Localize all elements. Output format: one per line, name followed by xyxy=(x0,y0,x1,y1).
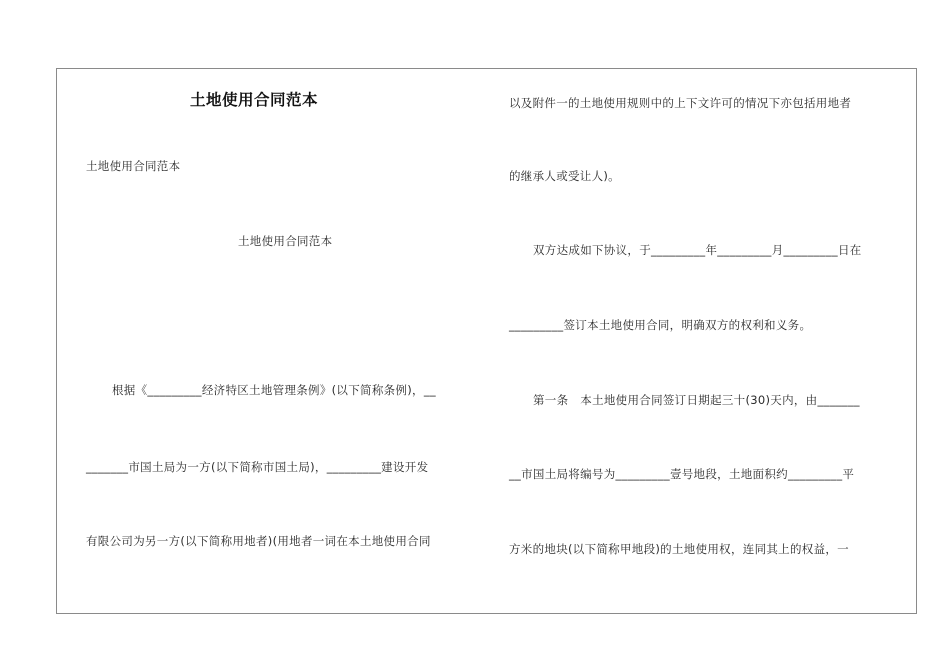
left-subtitle: 土地使用合同范本 xyxy=(86,159,181,173)
left-paragraph-line-3: 有限公司为另一方(以下简称用地者)(用地者一词在本土地使用合同 xyxy=(86,534,431,548)
document-page xyxy=(56,68,917,614)
document-title: 土地使用合同范本 xyxy=(190,91,319,109)
article-one-line-2: __市国土局将编号为_________壹号地段，土地面积约_________平 xyxy=(509,467,855,481)
left-paragraph-line-2: _______市国土局为一方(以下简称市国土局)，_________建设开发 xyxy=(86,460,429,474)
right-agreement-line-2: _________签订本土地使用合同，明确双方的权利和义务。 xyxy=(509,318,812,332)
right-agreement-line-1: 双方达成如下协议，于_________年_________月_________日在 xyxy=(533,243,862,257)
left-paragraph-line-1: 根据《_________经济特区土地管理条例》(以下简称条例)，__ xyxy=(112,383,436,397)
left-centered-heading: 土地使用合同范本 xyxy=(238,234,333,248)
article-one-line-3: 方米的地块(以下简称甲地段)的土地使用权，连同其上的权益，一 xyxy=(509,542,849,556)
article-one-line-1: 第一条 本土地使用合同签订日期起三十(30)天内，由_______ xyxy=(533,393,860,407)
right-paragraph-line-2: 的继承人或受让人)。 xyxy=(509,169,620,183)
right-paragraph-line-1: 以及附件一的土地使用规则中的上下文许可的情况下亦包括用地者 xyxy=(509,96,852,110)
